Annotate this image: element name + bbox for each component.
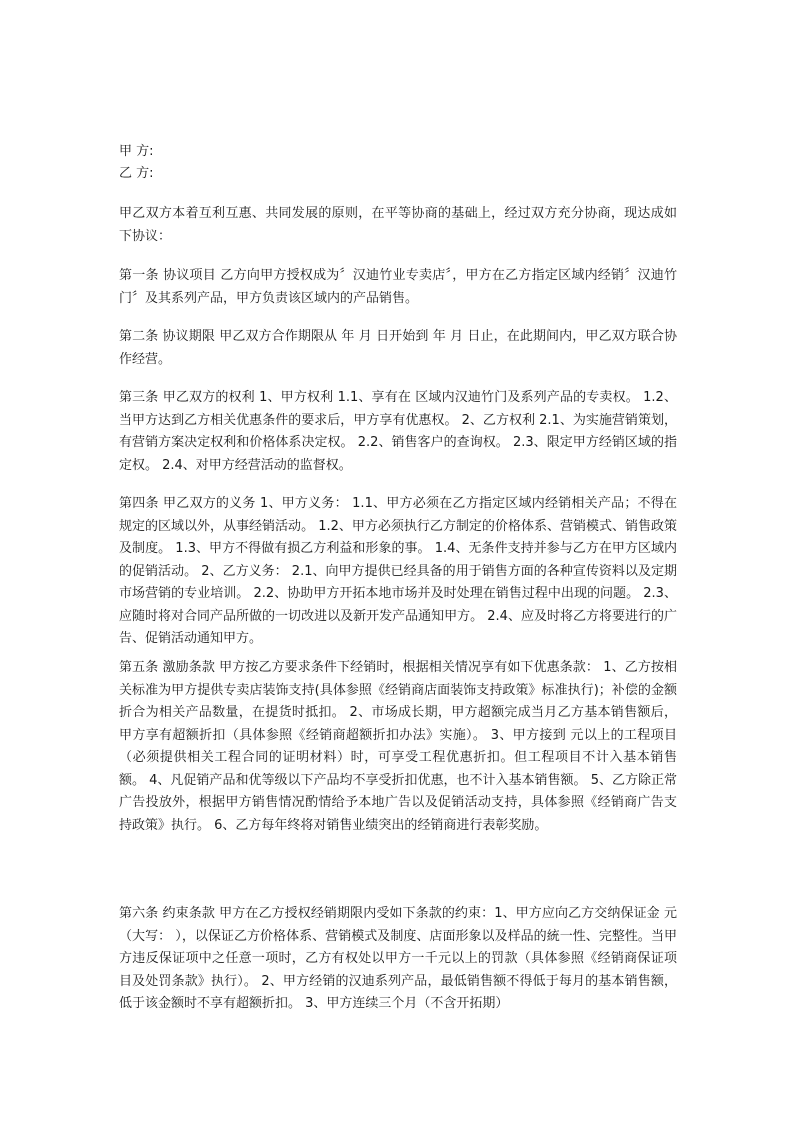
article-4-paragraph: 第四条 甲乙双方的义务 1、甲方义务： 1.1、甲方必须在乙方指定区域内经销相关产品；不得在规定的区域以外，从事经销活动。 1.2、甲方必须执行乙方制定的价格体系、营销模式、销售政策及制度。 1.3、甲方不得做有损乙方利益和形象的事。 1.4、无条件支持并参与乙方在甲方区域内的促销活动。 2、乙方义务： 2.1、向甲方提供已经具备的用于销售方面的各种宣传资料以及定期市场营销的专业培训。 2.2、协助甲方开拓本地市场并及时处理在销售过程中出现的问题。 2.3、应随时将对合同产品所做的一切改进以及新开发产品通知甲方。 2.4、应及时将乙方将要进行的广告、促销活动通知甲方。 <box>119 496 677 646</box>
article-3-paragraph: 第三条 甲乙双方的权利 1、甲方权利 1.1、享有在 区域内汉迪竹门及系列产品的专卖权。 1.2、当甲方达到乙方相关优惠条件的要求后，甲方享有优惠权。 2、乙方权利 2.1、为实施营销策划，有营销方案决定权利和价格体系决定权。 2.2、销售客户的查询权。 2.3、限定甲方经销区域的指定权。 2.4、对甲方经营活动的监督权。 <box>119 390 677 473</box>
party-b-line: 乙 方: <box>119 166 154 181</box>
intro-paragraph: 甲乙双方本着互利互惠、共同发展的原则，在平等协商的基础上，经过双方充分协商，现达成如下协议： <box>119 206 677 244</box>
article-5-paragraph: 第五条 激励条款 甲方按乙方要求条件下经销时，根据相关情况享有如下优惠条款： 1、乙方按相关标准为甲方提供专卖店装饰支持(具体参照《经销商店面装饰支持政策》标准执行)；补偿的金额折合为相关产品数量，在提货时抵扣。 2、市场成长期，甲方超额完成当月乙方基本销售额后，甲方享有超额折扣（具体参照《经销商超额折扣办法》实施）。 3、甲方接到 元以上的工程项目（必须提供相关工程合同的证明材料）时，可享受工程优惠折扣。但工程项目不计入基本销售额。 4、凡促销产品和优等级以下产品均不享受折扣优惠，也不计入基本销售额。 5、乙方除正常广告投放外，根据甲方销售情况酌情给予本地广告以及促销活动支持，具体参照《经销商广告支持政策》执行。 6、乙方每年终将对销售业绩突出的经销商进行表彰奖励。 <box>119 660 677 833</box>
article-1-paragraph: 第一条 协议项目 乙方向甲方授权成为〞汉迪竹业专卖店〞，甲方在乙方指定区域内经销〞汉迪竹门〞及其系列产品，甲方负责该区域内的产品销售。 <box>119 268 677 306</box>
article-6-paragraph: 第六条 约束条款 甲方在乙方授权经销期限内受如下条款的约束：1、甲方应向乙方交纳保证金 元（大写： ），以保证乙方价格体系、营销模式及制度、店面形象以及样品的統一性、完整性。当甲方违反保证项中之任意一项时，乙方有权处以甲方一千元以上的罚款（具体参照《经销商保证项目及处罚条款》执行）。 2、甲方经销的汉迪系列产品，最低销售额不得低于每月的基本销售额，低于该金额时不享有超额折扣。 3、甲方连续三个月（不含开拓期） <box>119 906 677 1011</box>
article-2-paragraph: 第二条 协议期限 甲乙双方合作期限从 年 月 日开始到 年 月 日止，在此期间内，甲乙双方联合协作经营。 <box>119 329 677 367</box>
party-a-line: 甲 方: <box>119 144 154 159</box>
